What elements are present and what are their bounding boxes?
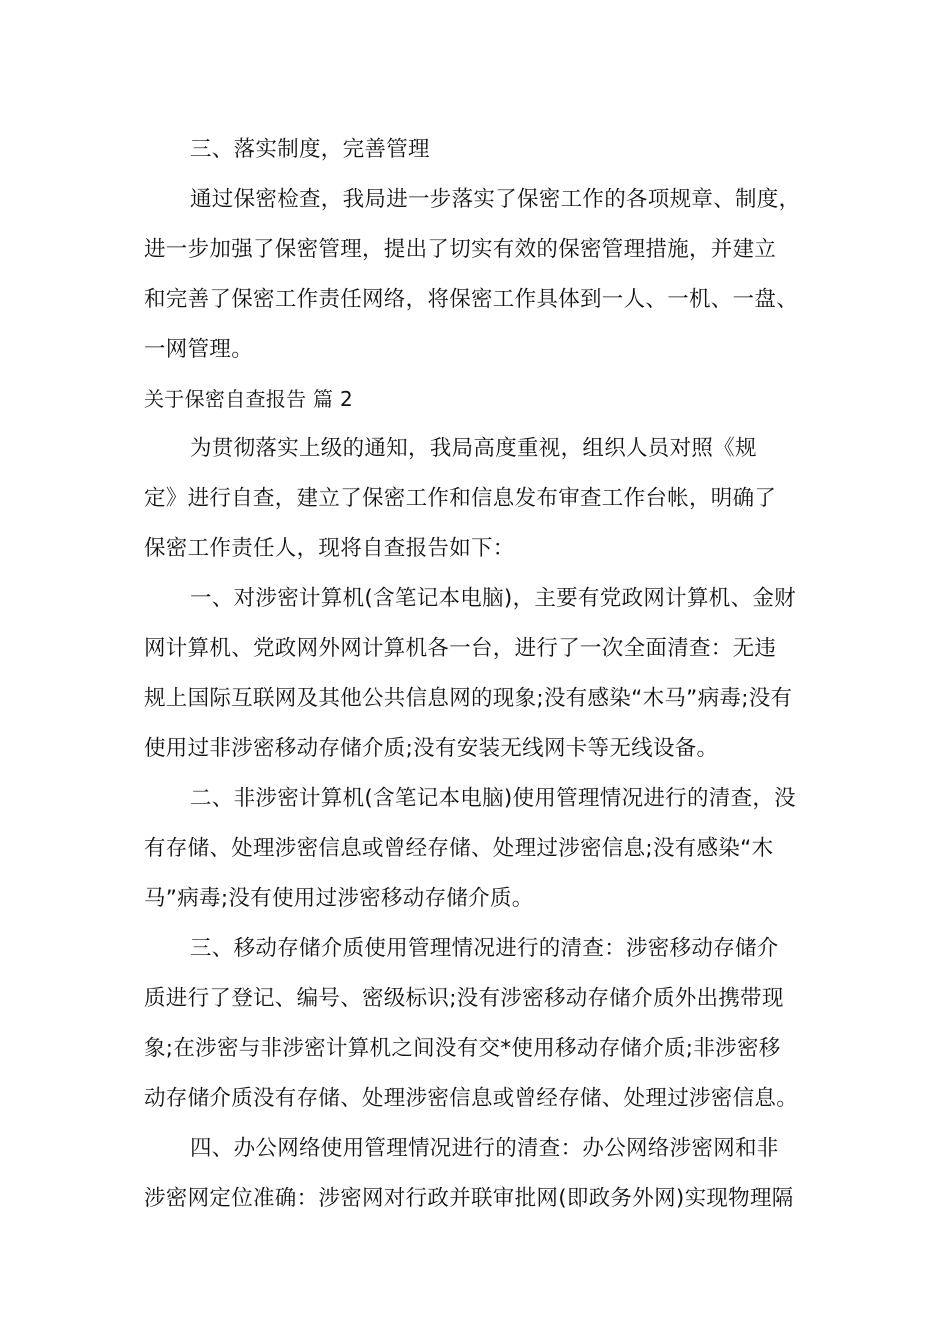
paragraph-line: 通过保密检查，我局进一步落实了保密工作的各项规章、制度， [190,187,801,212]
paragraph-line: 涉密网定位准确：涉密网对行政并联审批网(即政务外网)实现物理隔 [144,1186,794,1211]
paragraph-line: 二、非涉密计算机(含笔记本电脑)使用管理情况进行的清查，没 [190,786,796,811]
paragraph-line: 和完善了保密工作责任网络，将保密工作具体到一人、一机、一盘、 [144,287,799,312]
paragraph-line: 规上国际互联网及其他公共信息网的现象;没有感染“木马”病毒;没有 [144,686,793,711]
paragraph-line: 一、对涉密计算机(含笔记本电脑)，主要有党政网计算机、金财 [190,586,796,611]
paragraph-line: 进一步加强了保密管理，提出了切实有效的保密管理措施，并建立 [144,237,777,262]
paragraph-line: 动存储介质没有存储、处理涉密信息或曾经存储、处理过涉密信息。 [144,1086,799,1111]
paragraph-line: 质进行了登记、编号、密级标识;没有涉密移动存储介质外出携带现 [144,986,784,1011]
paragraph-line: 使用过非涉密移动存储介质;没有安装无线网卡等无线设备。 [144,736,719,761]
paragraph-line: 三、移动存储介质使用管理情况进行的清查：涉密移动存储介 [190,936,779,961]
paragraph-line: 象;在涉密与非涉密计算机之间没有交*使用移动存储介质;非涉密移 [144,1036,781,1061]
report-title: 关于保密自查报告 篇 2 [144,387,354,411]
paragraph-line: 四、办公网络使用管理情况进行的清查：办公网络涉密网和非 [190,1136,779,1161]
paragraph-line: 马”病毒;没有使用过涉密移动存储介质。 [144,886,534,911]
paragraph-line: 保密工作责任人，现将自查报告如下： [144,536,515,561]
paragraph-line: 定》进行自查，建立了保密工作和信息发布审查工作台帐，明确了 [144,486,777,511]
paragraph-line: 一网管理。 [144,337,254,362]
paragraph-line: 为贯彻落实上级的通知，我局高度重视，组织人员对照《规 [190,436,757,461]
paragraph-line: 网计算机、党政网外网计算机各一台，进行了一次全面清查：无违 [144,636,777,661]
section-heading: 三、落实制度，完善管理 [190,137,430,162]
paragraph-line: 有存储、处理涉密信息或曾经存储、处理过涉密信息;没有感染“木 [144,836,774,861]
